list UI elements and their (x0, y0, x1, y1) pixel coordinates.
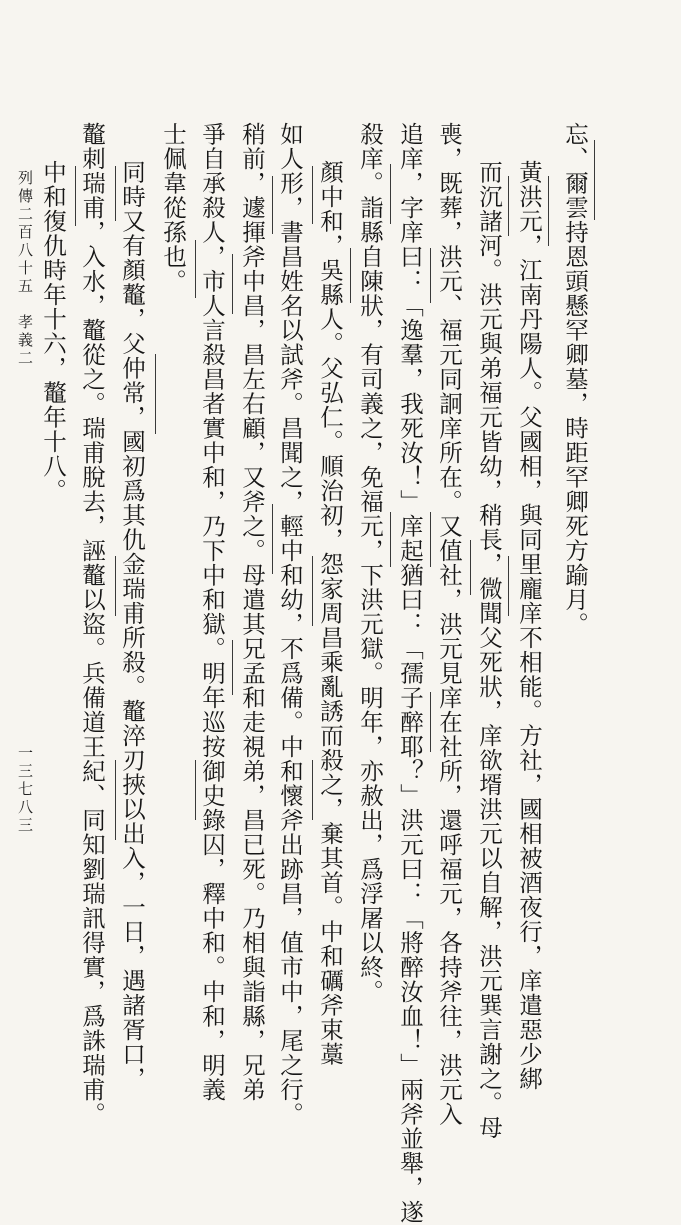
text-column: 稍前，遽揮斧中昌，昌左右顧，又斧之。母遣其兄孟和走視弟，昌已死。乃相與詣縣，兄弟 (238, 122, 266, 1102)
name-underline (75, 166, 76, 226)
name-underline (155, 354, 156, 434)
name-underline (272, 176, 273, 234)
text-column: 鼇刺瑞甫，入水，鼇從之。瑞甫脫去，誣鼇以盜。兵備道王紀、同知劉瑞訊得實，爲誅瑞甫。 (78, 122, 106, 1127)
text-column: 追庠，字庠曰：「逸羣，我死汝！」庠起猶曰：「孺子醉耶？」洪元曰：「將醉汝血！」兩斧並舉，遂 (396, 122, 424, 1225)
text-column: 爭自承殺人，市人言殺昌者實中和，乃下中和獄。明年巡按御史錄囚，釋中和。中和，明義 (198, 122, 226, 1102)
name-underline (115, 166, 116, 221)
chapter-label: 列傳二百八十五 孝義二 (16, 170, 34, 368)
name-underline (470, 540, 471, 595)
page-number: 一三七八三 (16, 745, 34, 835)
name-underline (312, 556, 313, 626)
name-underline (195, 760, 196, 820)
name-underline (548, 176, 549, 246)
name-underline (430, 692, 431, 752)
text-column: 士佩韋從孫也。 (159, 122, 187, 294)
text-column: 黃洪元，江南丹陽人。父國相，與同里龐庠不相能。方社，國相被酒夜行，庠遣惡少綁 (515, 160, 543, 1091)
text-column: 忘、爾雲持恩頭懸罕卿墓，時距罕卿死方踰月。 (561, 122, 589, 637)
name-underline (390, 164, 391, 224)
name-underline (272, 504, 273, 574)
name-underline (232, 254, 233, 314)
name-underline (430, 248, 431, 303)
name-underline (390, 512, 391, 567)
text-column: 如人形，書昌姓名以試斧。昌聞之，輕中和幼，不爲備。中和懷斧出跡昌，值市中，尾之行。 (276, 122, 304, 1127)
name-underline (508, 556, 509, 616)
name-underline (312, 166, 313, 224)
text-column: 中和復仇時年十六，鼇年十八。 (39, 160, 67, 503)
name-underline (350, 248, 351, 303)
name-underline (594, 140, 595, 220)
text-column: 同時又有顏鼇，父仲常，國初爲其仇金瑞甫所殺。鼇淬刃挾以出入，一日，遇諸胥口， (118, 160, 146, 1091)
name-underline (115, 760, 116, 840)
text-column: 喪，既葬，洪元、福元同詗庠所在。又值社，洪元見庠在社所，還呼福元，各持斧往，洪元入 (435, 122, 463, 1127)
name-underline (232, 640, 233, 695)
text-column: 而沉諸河。洪元與弟福元皆幼，稍長，微聞父死狀，庠欲壻洪元以自解，洪元巽言謝之。母 (475, 160, 503, 1140)
text-column: 殺庠。詣縣自陳狀，有司義之，免福元，下洪元獄。明年，亦赦出，爲浮屠以終。 (356, 122, 384, 1004)
name-underline (312, 760, 313, 820)
name-underline (115, 556, 116, 616)
name-underline (195, 240, 196, 298)
name-underline (508, 176, 509, 236)
text-column: 顏中和，吳縣人。父弘仁。順治初，怨家周昌乘亂誘而殺之，棄其首。中和礪斧束藁 (316, 160, 344, 1067)
name-underline (430, 512, 431, 567)
